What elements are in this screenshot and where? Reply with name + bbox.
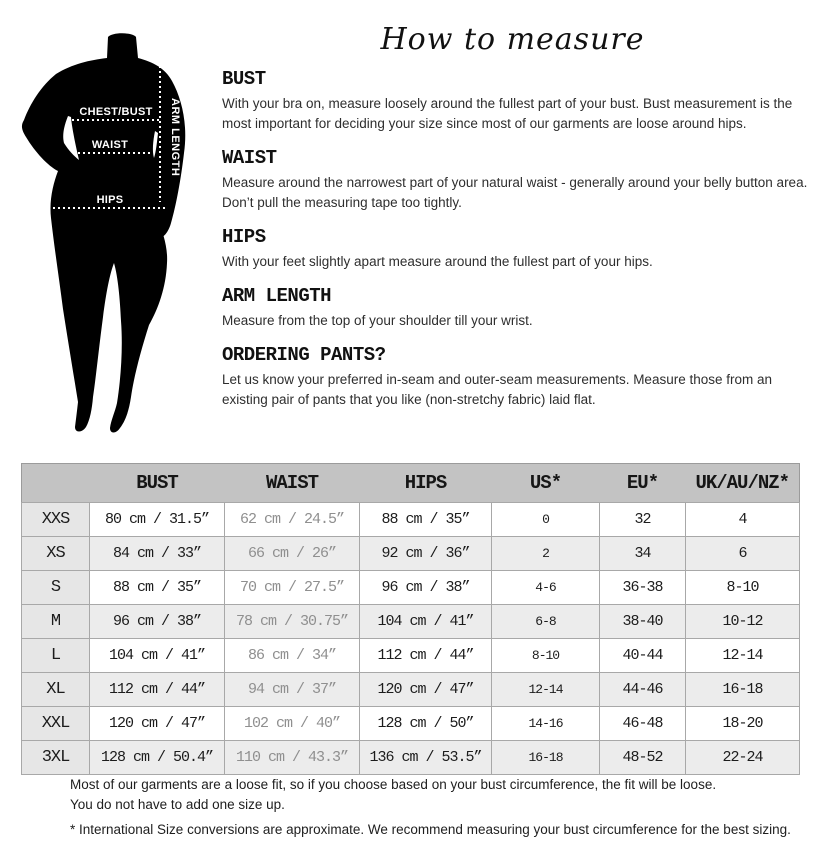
table-row xyxy=(22,503,800,537)
hips-value: 92 cm / 36” xyxy=(360,537,492,571)
section-heading: ARM LENGTH xyxy=(222,285,332,307)
us-size: 14-16 xyxy=(492,707,600,741)
fit-note-line1: Most of our garments are a loose fit, so if you choose based on your bust circumference, the fit will be loose. xyxy=(70,777,717,792)
size-label: XXL xyxy=(22,707,90,741)
waist-value: 110 cm / 43.3” xyxy=(225,741,360,775)
size-table-body xyxy=(22,503,800,775)
section-body: Measure around the narrowest part of your natural waist - generally around your belly button area. Don’t pull the measuring tape too tightly. xyxy=(222,175,808,210)
waist-label: WAIST xyxy=(91,139,129,151)
waist-value: 102 cm / 40” xyxy=(225,707,360,741)
uk-au-nz-size: 16-18 xyxy=(686,673,800,707)
eu-size: 40-44 xyxy=(600,639,686,673)
eu-size: 48-52 xyxy=(600,741,686,775)
column-header: WAIST xyxy=(225,464,360,503)
bust-value: 96 cm / 38” xyxy=(90,605,225,639)
section-heading: ORDERING PANTS? xyxy=(222,344,386,366)
waist-value: 70 cm / 27.5” xyxy=(225,571,360,605)
eu-size: 34 xyxy=(600,537,686,571)
uk-au-nz-size: 10-12 xyxy=(686,605,800,639)
uk-au-nz-size: 12-14 xyxy=(686,639,800,673)
measure-instructions xyxy=(222,68,812,410)
column-header: UK/AU/NZ* xyxy=(686,464,800,503)
bust-value: 112 cm / 44” xyxy=(90,673,225,707)
section-arm-length xyxy=(222,285,812,331)
eu-size: 36-38 xyxy=(600,571,686,605)
column-header: HIPS xyxy=(360,464,492,503)
table-row xyxy=(22,741,800,775)
eu-size: 38-40 xyxy=(600,605,686,639)
section-heading: HIPS xyxy=(222,226,266,248)
eu-size: 44-46 xyxy=(600,673,686,707)
us-size: 12-14 xyxy=(492,673,600,707)
size-table xyxy=(21,463,800,775)
hips-value: 88 cm / 35” xyxy=(360,503,492,537)
section-heading: WAIST xyxy=(222,147,277,169)
uk-au-nz-size: 8-10 xyxy=(686,571,800,605)
waist-value: 86 cm / 34” xyxy=(225,639,360,673)
hips-value: 104 cm / 41” xyxy=(360,605,492,639)
bust-value: 88 cm / 35” xyxy=(90,571,225,605)
page-title: How to measure xyxy=(380,22,645,57)
section-ordering-pants xyxy=(222,344,812,410)
column-header: US* xyxy=(492,464,600,503)
fit-note xyxy=(70,775,810,815)
us-size: 16-18 xyxy=(492,741,600,775)
column-header: EU* xyxy=(600,464,686,503)
hips-value: 96 cm / 38” xyxy=(360,571,492,605)
eu-size: 46-48 xyxy=(600,707,686,741)
section-hips xyxy=(222,226,812,272)
table-row xyxy=(22,537,800,571)
measurement-figure xyxy=(10,25,235,441)
hips-value: 136 cm / 53.5” xyxy=(360,741,492,775)
size-label: L xyxy=(22,639,90,673)
uk-au-nz-size: 18-20 xyxy=(686,707,800,741)
uk-au-nz-size: 6 xyxy=(686,537,800,571)
us-size: 0 xyxy=(492,503,600,537)
uk-au-nz-size: 4 xyxy=(686,503,800,537)
waist-value: 94 cm / 37” xyxy=(225,673,360,707)
size-label: 3XL xyxy=(22,741,90,775)
section-heading: BUST xyxy=(222,68,266,90)
section-bust xyxy=(222,68,812,134)
bust-value: 104 cm / 41” xyxy=(90,639,225,673)
body-silhouette-icon xyxy=(10,25,235,441)
section-body: With your bra on, measure loosely around the fullest part of your bust. Bust measurement is the most important for deciding your size since most of our garments are loose around hips. xyxy=(222,96,793,131)
hips-value: 128 cm / 50” xyxy=(360,707,492,741)
fit-note-line2: You do not have to add one size up. xyxy=(70,797,285,812)
table-row xyxy=(22,571,800,605)
us-size: 6-8 xyxy=(492,605,600,639)
bust-value: 84 cm / 33” xyxy=(90,537,225,571)
size-label: S xyxy=(22,571,90,605)
waist-value: 62 cm / 24.5” xyxy=(225,503,360,537)
bust-value: 128 cm / 50.4” xyxy=(90,741,225,775)
section-body: Measure from the top of your shoulder till your wrist. xyxy=(222,313,533,328)
us-size: 2 xyxy=(492,537,600,571)
size-table-header-row xyxy=(22,464,800,503)
us-size: 4-6 xyxy=(492,571,600,605)
table-row xyxy=(22,673,800,707)
hips-value: 112 cm / 44” xyxy=(360,639,492,673)
table-row xyxy=(22,639,800,673)
chest-label: CHEST/BUST xyxy=(79,106,153,118)
column-header: BUST xyxy=(90,464,225,503)
size-label: XS xyxy=(22,537,90,571)
us-size: 8-10 xyxy=(492,639,600,673)
conversion-note: * International Size conversions are approximate. We recommend measuring your bust circumference for the best sizing. xyxy=(70,822,791,837)
hips-value: 120 cm / 47” xyxy=(360,673,492,707)
arm-length-label: ARM LENGTH xyxy=(169,98,181,177)
column-header xyxy=(22,464,90,503)
uk-au-nz-size: 22-24 xyxy=(686,741,800,775)
size-label: XL xyxy=(22,673,90,707)
bust-value: 80 cm / 31.5” xyxy=(90,503,225,537)
section-waist xyxy=(222,147,812,213)
waist-value: 66 cm / 26” xyxy=(225,537,360,571)
waist-value: 78 cm / 30.75” xyxy=(225,605,360,639)
table-row xyxy=(22,707,800,741)
eu-size: 32 xyxy=(600,503,686,537)
section-body: With your feet slightly apart measure around the fullest part of your hips. xyxy=(222,254,653,269)
size-label: XXS xyxy=(22,503,90,537)
bust-value: 120 cm / 47” xyxy=(90,707,225,741)
table-row xyxy=(22,605,800,639)
section-body: Let us know your preferred in-seam and outer-seam measurements. Measure those from an existing pair of pants that you like (non-stretchy fabric) laid flat. xyxy=(222,372,773,407)
hips-label: HIPS xyxy=(96,194,124,206)
size-label: M xyxy=(22,605,90,639)
